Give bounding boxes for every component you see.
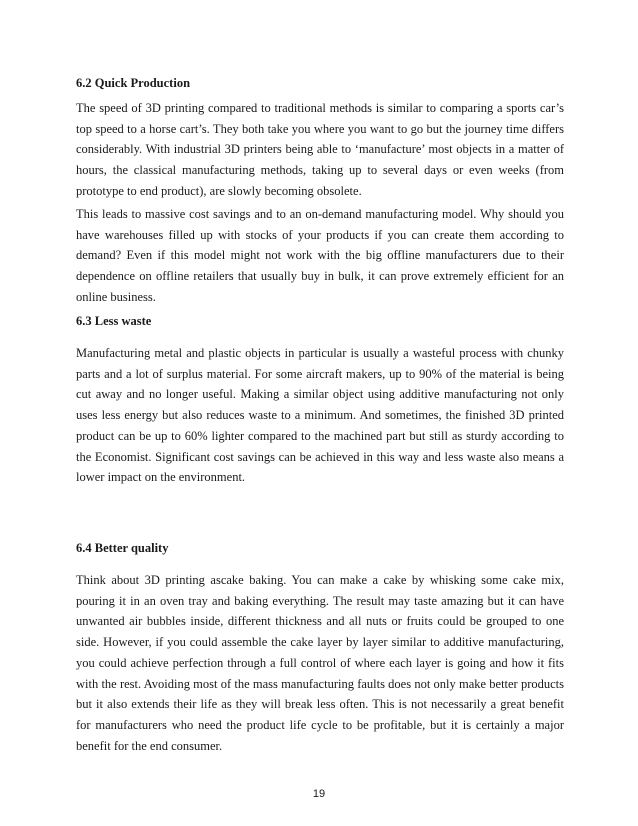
paragraph-less-waste: Manufacturing metal and plastic objects in particular is usually a wasteful process with chunky parts and a lot of surplus material. For some aircraft makers, up to 90% of the material is being cut away and no longer useful. Making a similar object using additive manufacturing not only uses less energy but also reduces waste to a minimum. And sometimes, the finished 3D printed product can be up to 60% lighter compared to the machined part but still as sturdy according to the Economist. Significant cost savings can be achieved in this way and less waste also means a lower impact on the environment. — [76, 346, 564, 485]
paragraph-better-quality: Think about 3D printing ascake baking. You can make a cake by whisking some cake mix, pouring it in an oven tray and baking everything. The result may taste amazing but it can have unwanted air bubbles inside, different thickness and all nuts or fruits could be grouped to one side. However, if you could assemble the cake layer by layer similar to additive manufacturing, you could achieve perfection through a full control of where each layer is going and how it fits with the rest. Avoiding most of the mass manufacturing faults does not only make better products but it also extends their life as they will break less often. This is not necessarily a great benefit for manufacturers who need the product life cycle to be profitable, but it is certainly a major benefit for the end consumer. — [76, 573, 564, 753]
section-heading-quick-production: 6.2 Quick Production — [76, 76, 191, 90]
page-number: 19 — [312, 788, 326, 800]
paragraph-quick-production-cost: This leads to massive cost savings and to an on-demand manufacturing model. Why should you have warehouses filled up with stocks of your products if you can create them according to demand? Even if this model might not work with the big offline manufacturers due to their dependence on offline retailers that usually buy in bulk, it can prove extremely efficient for an online business. — [76, 207, 564, 304]
paragraph-quick-production-speed: The speed of 3D printing compared to traditional methods is similar to comparing a sports car’s top speed to a horse cart’s. They both take you where you want to go but the journey time differs considerably. With industrial 3D printers being able to ‘manufacture’ most objects in a matter of hours, the classical manufacturing methods, taking up to several days or even weeks (from prototype to end product), are slowly becoming obsolete. — [76, 101, 564, 198]
section-heading-better-quality: 6.4 Better quality — [76, 541, 169, 555]
section-heading-less-waste: 6.3 Less waste — [76, 314, 152, 328]
